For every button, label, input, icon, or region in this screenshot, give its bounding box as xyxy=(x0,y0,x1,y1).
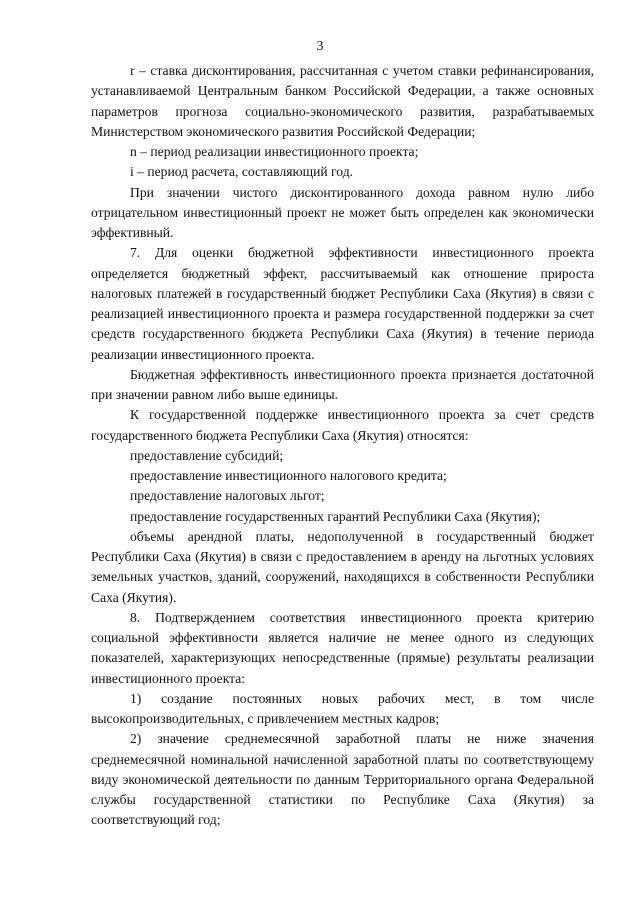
paragraph-npv-condition: При значении чистого дисконтированного дохода равном нулю либо отрицательном инвестиционный проект не может быть определен как экономически эффективный. xyxy=(91,184,594,240)
list-item-tax-credit: предоставление инвестиционного налогового кредита; xyxy=(130,468,447,483)
paragraph-state-support: К государственной поддержке инвестиционного проекта за счет средств государственного бюджета Республики Саха (Якутия) относятся: xyxy=(91,407,594,443)
list-item-guarantees: предоставление государственных гарантий Республики Саха (Якутия); xyxy=(130,508,541,524)
list-item-subsidies: предоставление субсидий; xyxy=(130,447,284,463)
paragraph-item-7: 7. Для оценки бюджетной эффективности инвестиционного проекта определяется бюджетный эффект, рассчитываемый как отношение прироста налоговых платежей в государственный бюджет Республики Саха (Якутия) в связи с реализацией инвестиционного проекта и размера государственной поддержки за счет средств государственного бюджета Республики Саха (Якутия) в течение периода реализации инвестиционного проекта. xyxy=(91,245,594,362)
page-number: 3 xyxy=(316,39,324,54)
paragraph-discount-rate: r – ставка дисконтирования, рассчитанная с учетом ставки рефинансирования, устанавливаемой Центральным банком Российской Федерации, а также основных параметров прогноза социально-экономического развития, разрабатываемых Министерством экономического развития Российской Федерации; xyxy=(91,63,594,139)
list-item-new-jobs: 1) создание постоянных новых рабочих мест, в том числе высокопроизводительных, с привлечением местных кадров; xyxy=(91,690,594,726)
paragraph-item-8: 8. Подтверждением соответствия инвестиционного проекта критерию социальной эффективности является наличие не менее одного из следующих показателей, характеризующих непосредственные (прямые) результаты реализации инвестиционного проекта: xyxy=(91,609,594,686)
paragraph-period-i: i – период расчета, составляющий год. xyxy=(130,164,354,180)
list-item-rent: объемы арендной платы, недополученной в государственный бюджет Республики Саха (Якутия) в связи с предоставлением в аренду на льготных условиях земельных участков, зданий, сооружений, находящихся в собственности Республики Саха (Якутия). xyxy=(91,528,594,605)
paragraph-budget-efficiency: Бюджетная эффективность инвестиционного проекта признается достаточной при значении равном либо выше единицы. xyxy=(91,366,594,402)
list-item-tax-benefits: предоставление налоговых льгот; xyxy=(130,488,325,504)
list-item-salary: 2) значение среднемесячной заработной платы не ниже значения среднемесячной номинальной начисленной заработной платы по соответствующему виду экономической деятельности по данным Территориального органа Федеральной службы государственной статистики по Республике Саха (Якутия) за соответствующий год; xyxy=(91,731,594,828)
paragraph-period-n: n – период реализации инвестиционного проекта; xyxy=(130,144,419,159)
document-body xyxy=(91,61,594,831)
